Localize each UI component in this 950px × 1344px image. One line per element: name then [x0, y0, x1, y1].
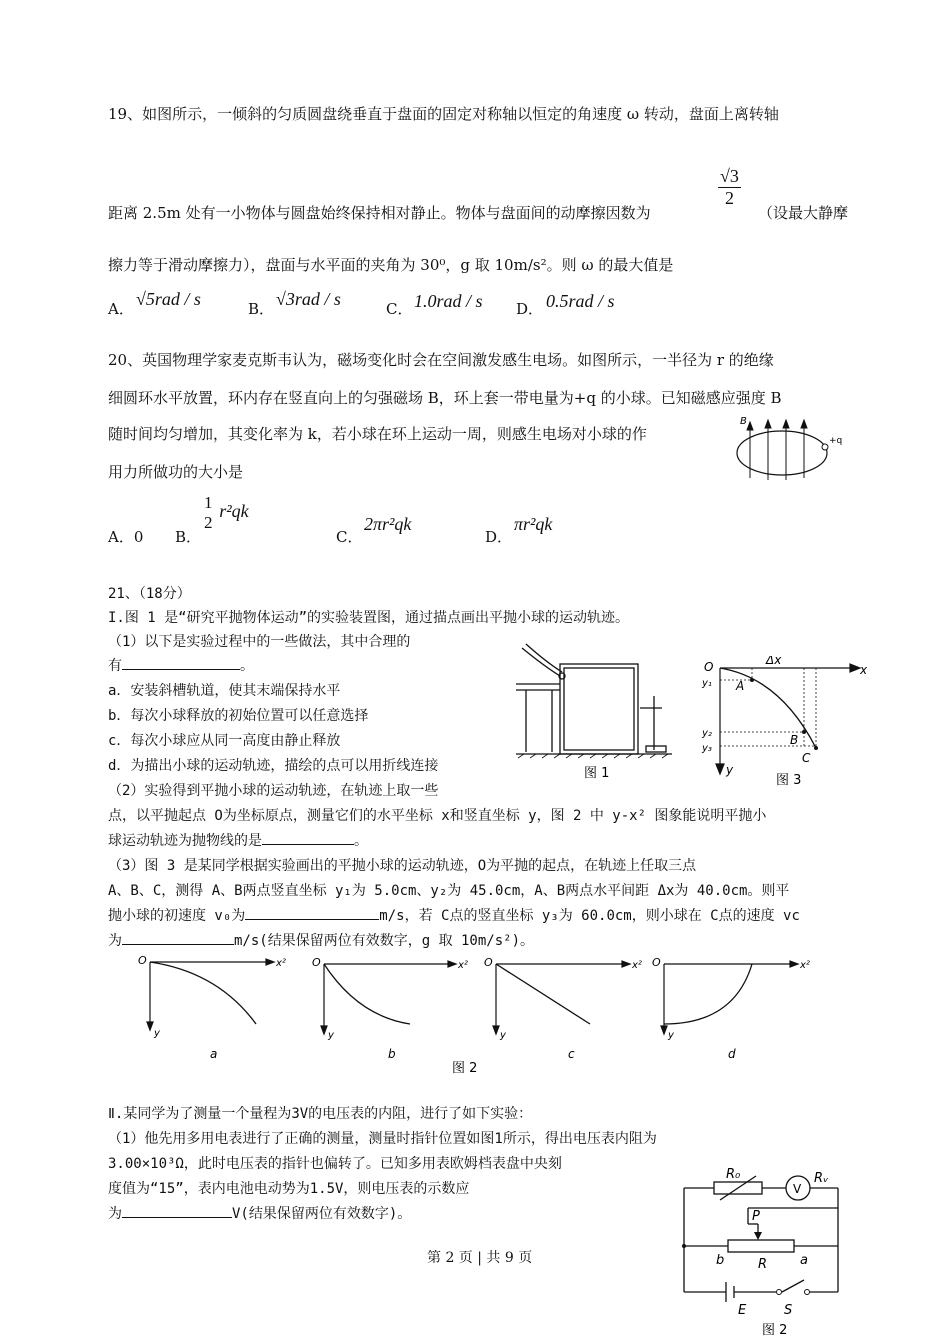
- fig2-d-label: d: [728, 1047, 736, 1061]
- fig2-graph-d: [652, 956, 810, 1061]
- q21-p3-line3-text: 抛小球的初速度 v₀为: [108, 908, 246, 924]
- fig3-dx-label: Δx: [766, 656, 782, 667]
- fig3-y2-label: y₂: [702, 728, 712, 739]
- q20-option-b-label: B．: [175, 528, 202, 546]
- fig2-c-y: y: [500, 1030, 506, 1041]
- q20-fig-q-label: +q: [829, 436, 842, 446]
- q19-option-d-label: D．: [516, 300, 544, 318]
- q20-option-c-label: C．: [336, 528, 363, 546]
- fig2-b-y: y: [328, 1030, 334, 1041]
- q21-header: 21、（18分）: [108, 586, 191, 602]
- q19-option-c-label: C．: [386, 300, 413, 318]
- q19-option-b-label: B．: [248, 300, 275, 318]
- fig3-c-label: C: [802, 751, 811, 765]
- q21-p3-line4-text: 为: [108, 933, 122, 949]
- q21-p3-line2: A、B、C，测得 A、B两点竖直坐标 y₁为 5.0cm、y₂为 45.0cm，A、B两点水平间距 Δx为 40.0cm。则平: [108, 883, 790, 899]
- fig2-a-o: O: [138, 954, 147, 967]
- q20-option-d-label: D．: [485, 528, 513, 546]
- circuit-e-label: E: [738, 1303, 747, 1318]
- q20-option-b-rest: r²qk: [219, 501, 249, 521]
- circuit-a-label: a: [800, 1253, 808, 1268]
- fig2-caption: 图 2: [452, 1061, 478, 1076]
- circuit-r0-label: R₀: [726, 1167, 741, 1182]
- fig2-d-x: x²: [800, 960, 810, 971]
- circuit-s-label: S: [784, 1303, 793, 1318]
- q19-line2-text: 距离 2.5m 处有一小物体与圆盘始终保持相对静止。物体与盘面间的动摩擦因数为: [108, 204, 651, 222]
- fig2-a-x: x²: [276, 958, 286, 969]
- q20-line2: 细圆环水平放置，环内存在竖直向上的匀强磁场 B，环上套一带电量为+q 的小球。已知磁感应强度 B: [108, 389, 782, 407]
- q20-line1: 20、英国物理学家麦克斯韦认为，磁场变化时会在空间激发感生电场。如图所示，一半径为 r 的绝缘: [108, 351, 774, 369]
- fig2-b-x: x²: [458, 960, 468, 971]
- q20-ring-figure: [732, 412, 842, 484]
- fig2-d-o: O: [652, 956, 661, 969]
- fig2-d-y: y: [668, 1030, 674, 1041]
- fig3-a-label: A: [736, 679, 745, 693]
- part2-p1-line2: 3.00×10³Ω，此时电压表的指针也偏转了。已知多用表欧姆档表盘中央刻: [108, 1156, 562, 1172]
- fig3-trajectory: [700, 656, 880, 790]
- q19-option-d: 0.5rad / s: [546, 291, 615, 311]
- q19-option-b: √3rad / s: [276, 289, 341, 309]
- fig2-b-o: O: [312, 956, 321, 969]
- q21-item-a: a．安装斜槽轨道，使其末端保持水平: [108, 683, 341, 699]
- circuit-r-label: R: [758, 1257, 768, 1272]
- fig2-c-o: O: [484, 956, 493, 969]
- fig2-graph-a: [138, 954, 286, 1061]
- q21-p3-line4: [108, 930, 534, 950]
- q20-option-a: A．0: [108, 528, 144, 546]
- fig3-x-label: x: [860, 663, 868, 677]
- part2-p1-line4-rest: V(结果保留两位有效数字)。: [232, 1206, 412, 1222]
- q19-line1: 19、如图所示，一倾斜的匀质圆盘绕垂直于盘面的固定对称轴以恒定的角速度 ω 转动，盘面上离转轴: [108, 105, 779, 123]
- q21-p1-end: 。: [240, 658, 254, 674]
- q20-option-b: [202, 493, 249, 533]
- circuit-p-label: P: [752, 1209, 760, 1224]
- q19-line2-end: （设最大静摩: [758, 204, 849, 222]
- q19-line2: [108, 202, 651, 223]
- fig2-graph-c: [484, 956, 642, 1061]
- circuit-diagram: [672, 1164, 862, 1340]
- part2-p1-line4-text: 为: [108, 1206, 122, 1222]
- q21-p1-line2-text: 有: [108, 658, 122, 674]
- fig3-y-label: y: [726, 763, 734, 777]
- part2-intro: Ⅱ.某同学为了测量一个量程为3V的电压表的内阻，进行了如下实验：: [108, 1106, 533, 1122]
- fig3-b-label: B: [790, 733, 799, 747]
- fig3-y1-label: y₁: [702, 678, 712, 689]
- q21-p2-answer-blank[interactable]: [262, 844, 354, 845]
- fig2-b-label: b: [388, 1047, 396, 1061]
- circuit-v-label: V: [793, 1182, 802, 1196]
- q21-p2-line2: 点，以平抛起点 O为坐标原点，测量它们的水平坐标 x和竖直坐标 y，图 2 中 y-x² 图象能说明平抛小: [108, 808, 767, 824]
- circuit-rv-label: Rᵥ: [814, 1171, 829, 1186]
- q21-part1-intro: I.图 1 是“研究平抛物体运动”的实验装置图，通过描点画出平抛小球的运动轨迹。: [108, 610, 629, 626]
- q21-p2-end: 。: [354, 833, 368, 849]
- q19-line3: 擦力等于滑动摩擦力），盘面与水平面的夹角为 30⁰，g 取 10m/s²。则 ω 的最大值是: [108, 256, 674, 274]
- q20-option-b-den: 2: [204, 513, 213, 532]
- q21-p2-line1: （2）实验得到平抛小球的运动轨迹，在轨迹上取一些: [108, 783, 439, 799]
- q21-p3-line3: [108, 905, 800, 925]
- q20-line4: 用力所做功的大小是: [108, 463, 244, 481]
- q20-option-c: 2πr²qk: [364, 514, 412, 534]
- fig1-apparatus: [512, 640, 677, 782]
- part2-p1-line4: [108, 1203, 411, 1223]
- fig2-graphs: [138, 952, 818, 1078]
- circuit-b-label: b: [716, 1253, 725, 1268]
- circuit-caption: 图 2: [762, 1323, 788, 1338]
- q21-p3-line4-rest: m/s(结果保留两位有效数字，g 取 10m/s²)。: [234, 933, 535, 949]
- q20-option-d: πr²qk: [514, 514, 553, 534]
- fig3-y3-label: y₃: [702, 743, 712, 754]
- fig2-graph-b: [312, 956, 468, 1061]
- q21-p1-line1: （1）以下是实验过程中的一些做法，其中合理的: [108, 634, 411, 650]
- q21-p3-line1: （3）图 3 是某同学根据实验画出的平抛小球的运动轨迹，O为平抛的起点，在轨迹上任取三点: [108, 858, 697, 874]
- q19-frac-den: 2: [724, 188, 734, 208]
- q20-option-b-num: 1: [204, 493, 213, 512]
- q21-p1-line2: [108, 655, 254, 675]
- q19-option-a-label: A．: [108, 300, 134, 318]
- fig1-caption: 图 1: [584, 766, 610, 781]
- fig2-a-label: a: [210, 1047, 218, 1061]
- q19-fraction: [718, 166, 741, 209]
- q21-vc-answer-blank[interactable]: [122, 944, 234, 945]
- q21-p3-line3-rest: m/s，若 C点的竖直坐标 y₃为 60.0cm，则小球在 C点的速度 vc: [379, 908, 800, 924]
- q19-option-c: 1.0rad / s: [414, 291, 483, 311]
- q21-p2-line3-text: 球运动轨迹为抛物线的是: [108, 833, 262, 849]
- q19-frac-num: √3: [720, 166, 739, 186]
- fig2-a-y: y: [154, 1028, 160, 1039]
- q21-item-c: c．每次小球应从同一高度由静止释放: [108, 733, 341, 749]
- q20-line3: 随时间均匀增加，其变化率为 k，若小球在环上运动一周，则感生电场对小球的作: [108, 425, 647, 443]
- part2-p1-line3: 度值为“15”，表内电池电动势为1.5V，则电压表的示数应: [108, 1181, 470, 1197]
- q20-fig-b-label: B: [740, 416, 747, 427]
- q19-option-a: √5rad / s: [136, 289, 201, 309]
- part2-p1-line1: （1）他先用多用电表进行了正确的测量，测量时指针位置如图1所示，得出电压表内阻为: [108, 1131, 657, 1147]
- page-footer: 第 2 页 | 共 9 页: [427, 1250, 533, 1266]
- fig3-o-label: O: [704, 660, 714, 674]
- fig2-c-label: c: [568, 1047, 575, 1061]
- q21-v0-answer-blank[interactable]: [245, 919, 379, 920]
- fig3-caption: 图 3: [776, 773, 802, 788]
- q21-p1-answer-blank[interactable]: [122, 669, 240, 670]
- part2-voltage-answer-blank[interactable]: [122, 1217, 232, 1218]
- q21-item-b: b．每次小球释放的初始位置可以任意选择: [108, 708, 369, 724]
- fig2-c-x: x²: [632, 960, 642, 971]
- q21-p2-line3: [108, 830, 368, 850]
- q21-item-d: d．为描出小球的运动轨迹，描绘的点可以用折线连接: [108, 758, 439, 774]
